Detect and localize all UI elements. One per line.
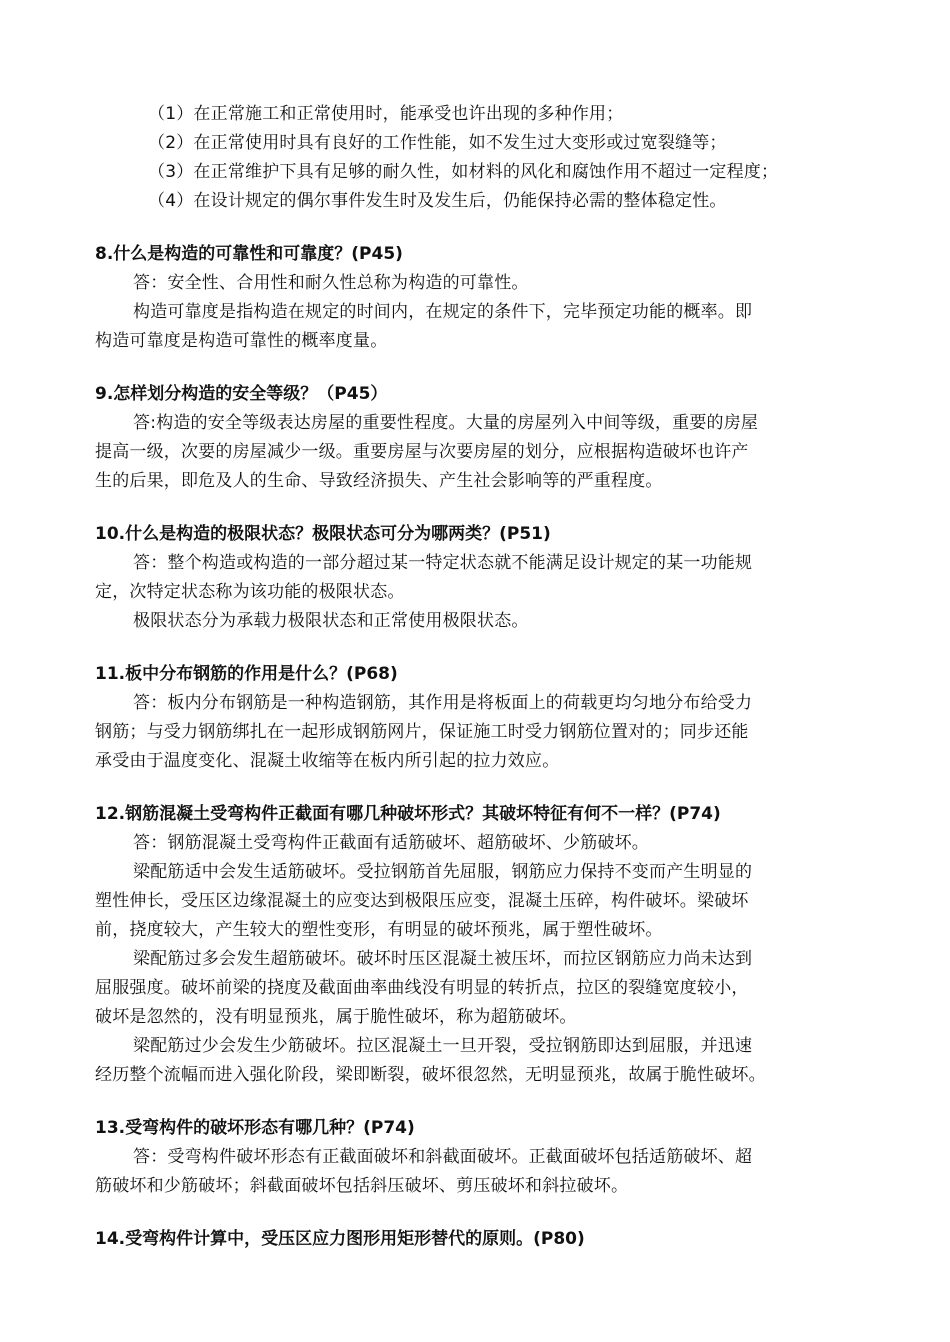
answer-line: 提高一级，次要的房屋减少一级。重要房屋与次要房屋的划分，应根据构造破坏也许产 bbox=[95, 442, 749, 462]
spacer bbox=[95, 1090, 875, 1114]
answer-line: 答：安全性、合用性和耐久性总称为构造的可靠性。 bbox=[133, 273, 529, 293]
answer-line: 答：整个构造或构造的一部分超过某一特定状态就不能满足设计规定的某一功能规 bbox=[133, 553, 753, 573]
question-heading: 8.什么是构造的可靠性和可靠度？(P45) bbox=[95, 244, 403, 264]
answer-line: 梁配筋过多会发生超筋破坏。破坏时压区混凝土被压坏，而拉区钢筋应力尚未达到 bbox=[133, 949, 753, 969]
question-heading: 13.受弯构件的破坏形态有哪几种？(P74) bbox=[95, 1118, 415, 1138]
answer-line: 钢筋；与受力钢筋绑扎在一起形成钢筋网片，保证施工时受力钢筋位置对的；同步还能 bbox=[95, 722, 749, 742]
answer-line: 答：板内分布钢筋是一种构造钢筋，其作用是将板面上的荷载更均匀地分布给受力 bbox=[133, 693, 753, 713]
question-12 bbox=[95, 800, 875, 1090]
question-9 bbox=[95, 380, 875, 496]
answer-line: 筋破坏和少筋破坏；斜截面破坏包括斜压破坏、剪压破坏和斜拉破坏。 bbox=[95, 1176, 629, 1196]
document-body bbox=[95, 100, 875, 1254]
spacer bbox=[95, 1201, 875, 1225]
answer-line: 前，挠度较大，产生较大的塑性变形，有明显的破坏预兆，属于塑性破坏。 bbox=[95, 920, 663, 940]
spacer bbox=[95, 356, 875, 380]
answer-line: 生的后果，即危及人的生命、导致经济损失、产生社会影响等的严重程度。 bbox=[95, 471, 663, 491]
spacer bbox=[95, 636, 875, 660]
answer-line: 梁配筋适中会发生适筋破坏。受拉钢筋首先屈服，钢筋应力保持不变而产生明显的 bbox=[133, 862, 753, 882]
question-heading: 11.板中分布钢筋的作用是什么？(P68) bbox=[95, 664, 398, 684]
question-8 bbox=[95, 240, 875, 356]
intro-item: （2）在正常使用时具有良好的工作性能，如不发生过大变形或过宽裂缝等； bbox=[148, 133, 727, 153]
question-11 bbox=[95, 660, 875, 776]
question-heading: 12.钢筋混凝土受弯构件正截面有哪几种破坏形式？其破坏特征有何不一样？(P74) bbox=[95, 804, 721, 824]
spacer bbox=[95, 216, 875, 240]
answer-line: 经历整个流幅而进入强化阶段，梁即断裂，破坏很忽然，无明显预兆，故属于脆性破坏。 bbox=[95, 1065, 766, 1085]
question-10 bbox=[95, 520, 875, 636]
answer-line: 屈服强度。破坏前梁的挠度及截面曲率曲线没有明显的转折点，拉区的裂缝宽度较小， bbox=[95, 978, 749, 998]
answer-line: 定，次特定状态称为该功能的极限状态。 bbox=[95, 582, 405, 602]
spacer bbox=[95, 496, 875, 520]
spacer bbox=[95, 776, 875, 800]
question-heading: 9.怎样划分构造的安全等级？（P45） bbox=[95, 384, 388, 404]
question-heading: 10.什么是构造的极限状态？极限状态可分为哪两类？(P51) bbox=[95, 524, 551, 544]
answer-line: 极限状态分为承载力极限状态和正常使用极限状态。 bbox=[133, 611, 529, 631]
question-14 bbox=[95, 1225, 875, 1254]
answer-line: 塑性伸长，受压区边缘混凝土的应变达到极限压应变，混凝土压碎，构件破坏。梁破坏 bbox=[95, 891, 749, 911]
intro-item: （4）在设计规定的偶尔事件发生时及发生后，仍能保持必需的整体稳定性。 bbox=[148, 191, 727, 211]
answer-line: 破坏是忽然的，没有明显预兆，属于脆性破坏，称为超筋破坏。 bbox=[95, 1007, 577, 1027]
answer-line: 构造可靠度是指构造在规定的时间内，在规定的条件下，完毕预定功能的概率。即 bbox=[133, 302, 753, 322]
answer-line: 承受由于温度变化、混凝土收缩等在板内所引起的拉力效应。 bbox=[95, 751, 560, 771]
answer-line: 答：钢筋混凝土受弯构件正截面有适筋破坏、超筋破坏、少筋破坏。 bbox=[133, 833, 649, 853]
intro-item: （3）在正常维护下具有足够的耐久性，如材料的风化和腐蚀作用不超过一定程度； bbox=[148, 162, 779, 182]
answer-line: 答:构造的安全等级表达房屋的重要性程度。大量的房屋列入中间等级，重要的房屋 bbox=[133, 413, 759, 433]
question-13 bbox=[95, 1114, 875, 1201]
intro-item: （1）在正常施工和正常使用时，能承受也许出现的多种作用； bbox=[148, 104, 624, 124]
answer-line: 构造可靠度是构造可靠性的概率度量。 bbox=[95, 331, 388, 351]
intro-list bbox=[95, 100, 875, 216]
answer-line: 答：受弯构件破坏形态有正截面破坏和斜截面破坏。正截面破坏包括适筋破坏、超 bbox=[133, 1147, 753, 1167]
question-heading: 14.受弯构件计算中，受压区应力图形用矩形替代的原则。(P80) bbox=[95, 1229, 585, 1249]
answer-line: 梁配筋过少会发生少筋破坏。拉区混凝土一旦开裂，受拉钢筋即达到屈服，并迅速 bbox=[133, 1036, 753, 1056]
